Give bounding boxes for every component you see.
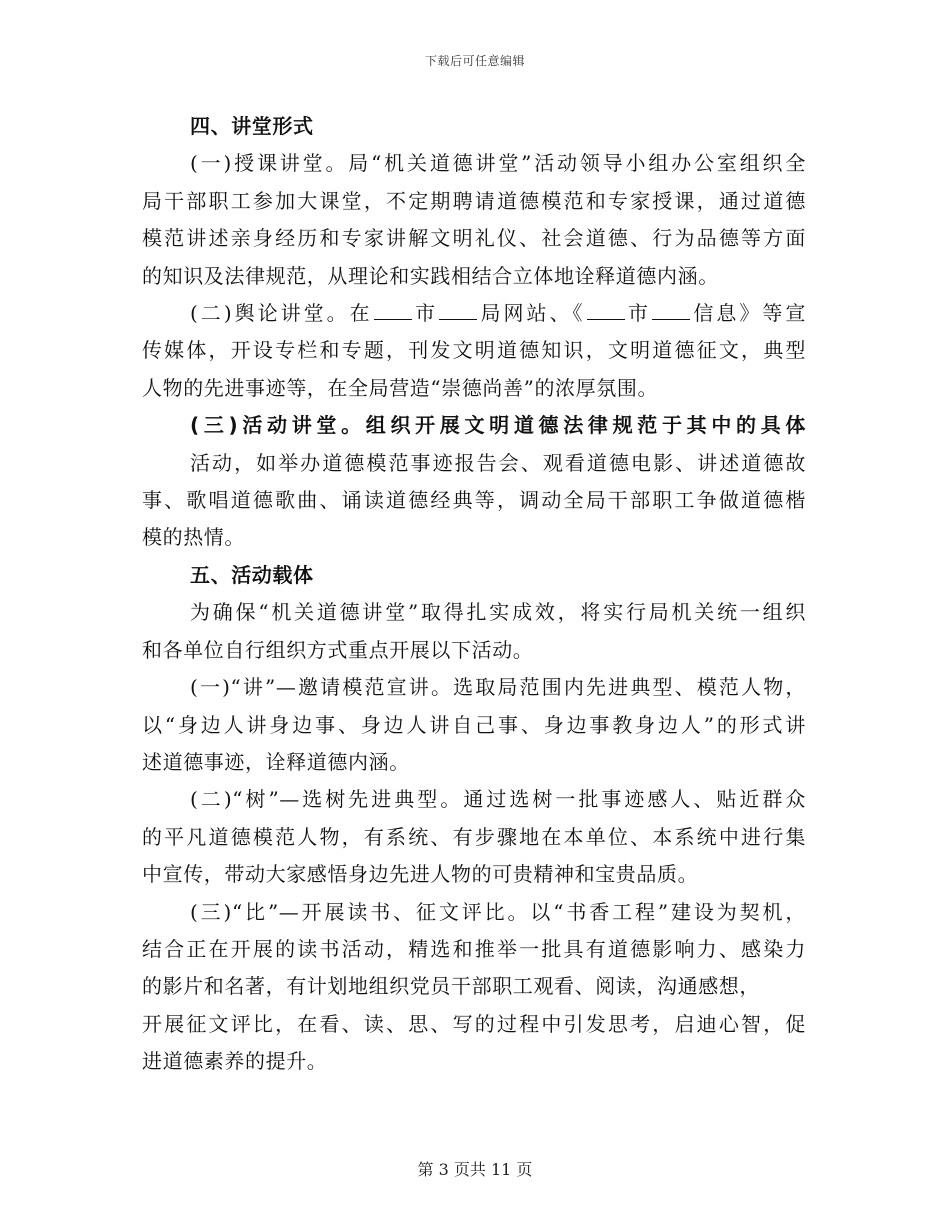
paragraph-line: 述道德事迹，诠释道德内涵。 (142, 749, 410, 774)
paragraph-line: 开展征文评比，在看、读、思、写的过程中引发思考，启迪心智，促 (142, 1011, 806, 1036)
paragraph-line: 的平凡道德模范人物，有系统、有步骤地在本单位、本系统中进行集 (142, 824, 806, 849)
paragraph-line: 和各单位自行组织方式重点开展以下活动。 (142, 637, 534, 662)
text-segment: 市 (412, 301, 439, 326)
text-segment: 信息》等宣 (690, 301, 807, 326)
fill-in-blank (652, 301, 690, 320)
paragraph-line: (一)“讲”—邀请模范宣讲。选取局范围内先进典型、模范人物， (190, 675, 806, 700)
paragraph-line: (三)“比”—开展读书、征文评比。以“书香工程”建设为契机， (190, 899, 806, 924)
paragraph-line: (二)“树”—选树先进典型。通过选树一批事迹感人、贴近群众 (190, 787, 806, 812)
fill-in-blank (374, 301, 412, 320)
paragraph-line (142, 295, 806, 332)
paragraph-line: 结合正在开展的读书活动，精选和推举一批具有道德影响力、感染力 (142, 936, 806, 961)
paragraph-line: 为确保“机关道德讲堂”取得扎实成效，将实行局机关统一组织 (190, 600, 806, 625)
paragraph-line: 人物的先进事迹等，在全局营造“崇德尚善”的浓厚氛围。 (142, 375, 659, 400)
subsection-heading: (三)活动讲堂。组织开展文明道德法律规范于其中的具体 (190, 413, 806, 438)
paragraph-line: 的知识及法律规范，从理论和实践相结合立体地诠释道德内涵。 (142, 263, 719, 288)
document-body (142, 108, 806, 1081)
paragraph-line: 进道德素养的提升。 (142, 1049, 328, 1074)
text-segment: (二)舆论讲堂。在 (190, 301, 373, 326)
paragraph-line: 局干部职工参加大课堂，不定期聘请道德模范和专家授课，通过道德 (142, 188, 806, 213)
text-segment: 局网站、《 (478, 301, 586, 326)
paragraph-line: 活动，如举办道德模范事迹报告会、观看道德电影、讲述道德故 (190, 450, 806, 475)
paragraph-line: 的影片和名著，有计划地组织党员干部职工观看、阅读，沟通感想， (142, 974, 760, 999)
fill-in-blank (439, 301, 477, 320)
section-heading: 五、活动载体 (190, 562, 314, 587)
paragraph-line: 事、歌唱道德歌曲、诵读道德经典等，调动全局干部职工争做道德楷 (142, 488, 806, 513)
paragraph-line: (一)授课讲堂。局“机关道德讲堂”活动领导小组办公室组织全 (190, 151, 806, 176)
paragraph-line: 以“身边人讲身边事、身边人讲自己事、身边事教身边人”的形式讲 (142, 712, 806, 737)
paragraph-line: 中宣传，带动大家感悟身边先进人物的可贵精神和宝贵品质。 (142, 862, 699, 887)
section-heading: 四、讲堂形式 (190, 114, 314, 138)
paragraph-line: 模的热情。 (142, 525, 245, 550)
paragraph-line: 传媒体，开设专栏和专题，刊发文明道德知识，文明道德征文，典型 (142, 338, 806, 363)
paragraph-line: 模范讲述亲身经历和专家讲解文明礼仪、社会道德、行为品德等方面 (142, 226, 806, 251)
page-number: 第 3 页共 11 页 (417, 1160, 533, 1179)
text-segment: 市 (625, 301, 651, 326)
fill-in-blank (587, 301, 625, 320)
page-header: 下载后可任意编辑 (424, 54, 525, 68)
